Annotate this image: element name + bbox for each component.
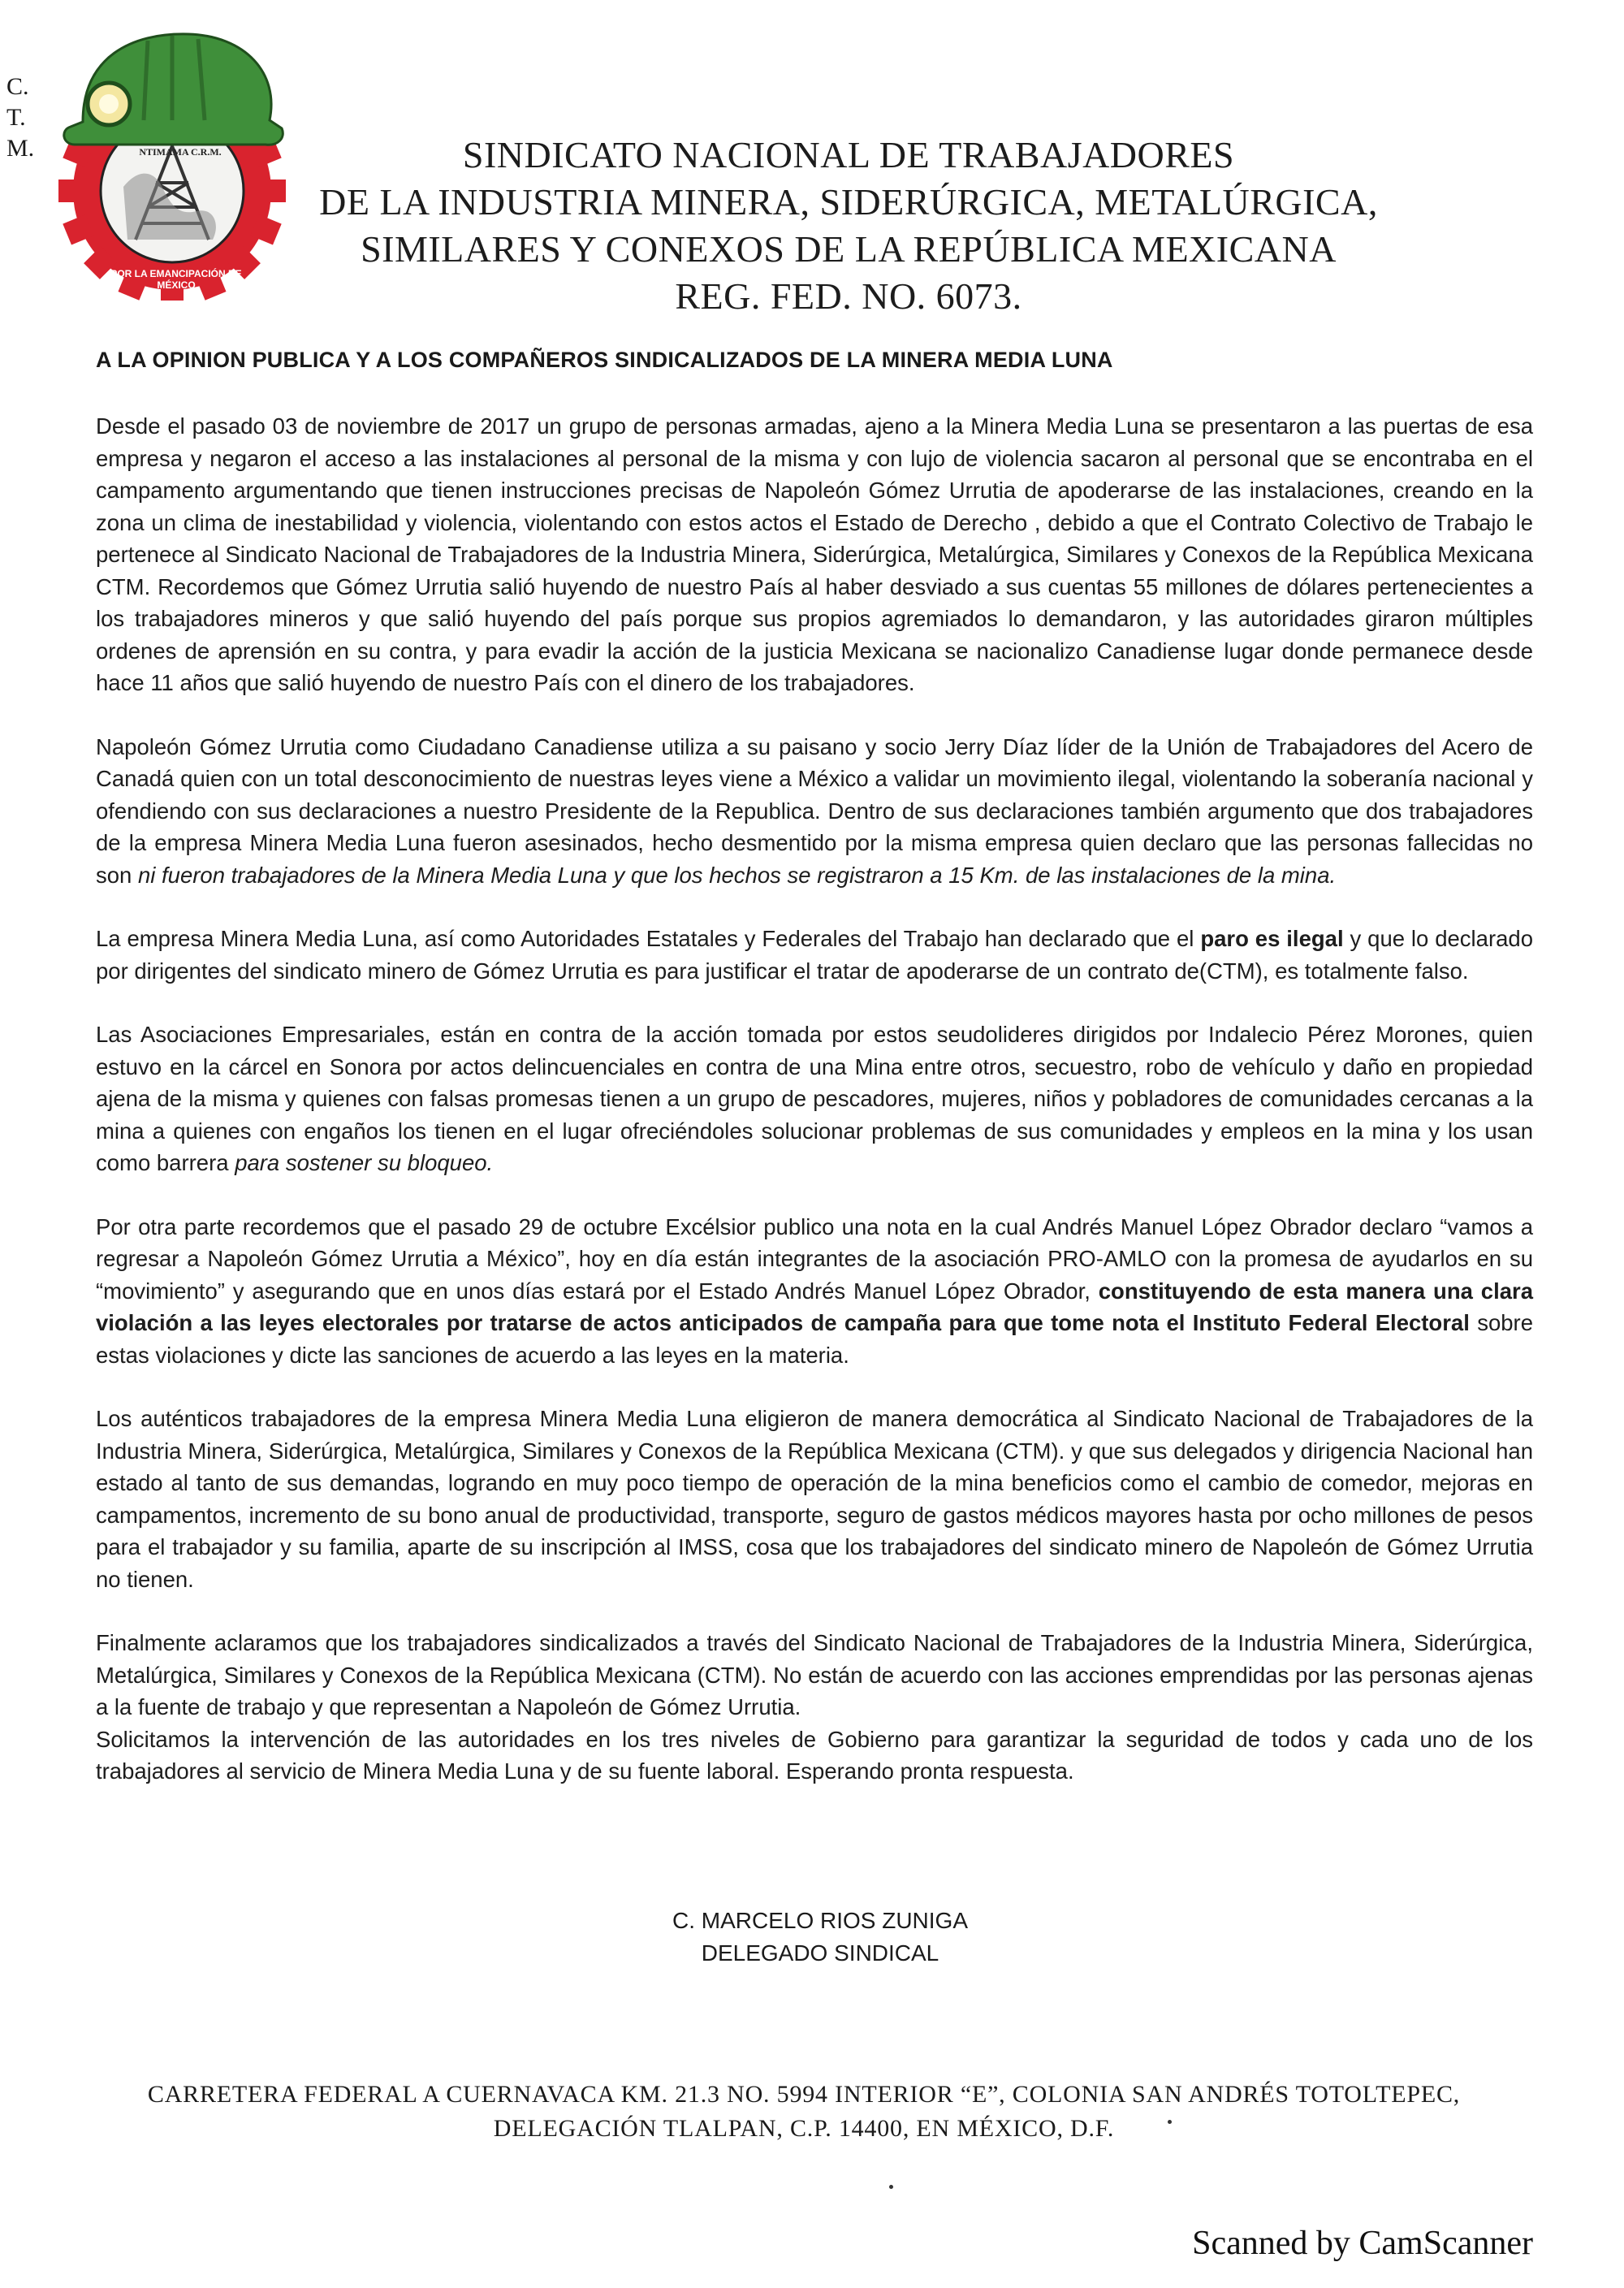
union-logo — [50, 24, 286, 301]
paragraph-8: Solicitamos la intervención de las autoridades en los tres niveles de Gobierno para garantizar la seguridad de todos y cada uno de los trabajadores al servicio de Minera Media Luna y de su fuente laboral. Esperando pronta respuesta. — [96, 1726, 1533, 1784]
paragraph-5-bold: constituyendo de esta manera una clara violación a las leyes electorales por tratarse de actos anticipados de campaña para que tome nota el Instituto Federal Electoral — [96, 1278, 1533, 1335]
scan-speck — [1168, 2120, 1172, 2124]
audience-heading: A LA OPINION PUBLICA Y A LOS COMPAÑEROS SINDICALIZADOS DE LA MINERA MEDIA LUNA — [96, 348, 1113, 372]
union-header — [284, 132, 1413, 320]
paragraph-4-italic: para sostener su bloqueo. — [235, 1150, 494, 1175]
paragraph-4 — [96, 1019, 1533, 1179]
paragraph-1: Desde el pasado 03 de noviembre de 2017 un grupo de personas armadas, ajeno a la Minera Media Luna se presentaron a las puertas de esa empresa y negaron el acceso a las instalaciones al personal de la misma y con lujo de violencia sacaron al personal que se encontraba en el campamento argumentando que tienen instrucciones precisas de Napoleón Gómez Urrutia de apoderarse de las instalaciones, creando en la zona un clima de inestabilidad y violencia, violentando con estos actos el Estado de Derecho , debido a que el Contrato Colectivo de Trabajo le pertenece al Sindicato Nacional de Trabajadores de la Industria Minera, Siderúrgica, Metalúrgica, Similares y Conexos de la República Mexicana CTM. Recordemos que Gómez Urrutia salió huyendo de nuestro País al haber desviado a sus cuentas 55 millones de dólares pertenecientes a los trabajadores mineros y que salió huyendo del país porque sus propios agremiados lo demandaron, y las autoridades giraron múltiples ordenes de aprensión en su contra, y para evadir la acción de la justicia Mexicana se nacionalizo Canadiense lugar donde permanece desde hace 11 años que salió huyendo de nuestro País con el dinero de los trabajadores. — [96, 413, 1533, 695]
signer-title: DELEGADO SINDICAL — [701, 1940, 939, 1966]
paragraph-3-text-a: La empresa Minera Media Luna, así como Autoridades Estatales y Federales del Trabajo han declarado que el — [96, 926, 1194, 951]
paragraph-5-text-b: sobre estas violaciones y dicte las sanciones de acuerdo a las leyes en la materia. — [96, 1310, 1534, 1368]
footer-line-2: DELEGACIÓN TLALPAN, C.P. 14400, EN MÉXICO, D.F. — [493, 2115, 1115, 2142]
initial-m: M. — [6, 135, 35, 162]
header-line-1: SINDICATO NACIONAL DE TRABAJADORES — [462, 134, 1235, 175]
header-line-2: DE LA INDUSTRIA MINERA, SIDERÚRGICA, METALÚRGICA, — [319, 181, 1378, 223]
miner-helmet-gear-seal-icon — [50, 24, 286, 301]
header-line-3: SIMILARES Y CONEXOS DE LA REPÚBLICA MEXICANA — [361, 228, 1337, 270]
footer-line-1: CARRETERA FEDERAL A CUERNAVACA KM. 21.3 NO. 5994 INTERIOR “E”, COLONIA SAN ANDRÉS TOTOLTEPEC, — [147, 2081, 1461, 2108]
footer-address — [32, 2078, 1575, 2146]
scan-speck — [889, 2185, 893, 2189]
paragraph-3 — [96, 923, 1533, 987]
scanner-watermark: Scanned by CamScanner — [1192, 2225, 1533, 2262]
header-line-4: REG. FED. NO. 6073. — [675, 275, 1022, 317]
paragraph-2 — [96, 731, 1533, 892]
paragraph-5-text-a: Por otra parte recordemos que el pasado 29 de octubre Excélsior publico una nota en la cual Andrés Manuel López Obrador declaro “vamos a regresar a Napoleón Gómez Urrutia a México”, hoy en día están integrantes de la asociación PRO-AMLO con la promesa de ayudarlos en su “movimiento” y asegurando que en unos días estará por el Estado Andrés Manuel López Obrador, — [96, 1213, 1533, 1304]
paragraph-7: Finalmente aclaramos que los trabajadores sindicalizados a través del Sindicato Nacional de Trabajadores de la Industria Minera, Siderúrgica, Metalúrgica, Similares y Conexos de la República Mexicana (CTM). No están de acuerdo con las acciones emprendidas por las personas ajenas a la fuente de trabajo y que representan a Napoleón de Gómez Urrutia. — [96, 1630, 1533, 1719]
side-initials — [6, 71, 34, 164]
signature-block — [568, 1905, 1072, 1970]
paragraph-2-italic: ni fueron trabajadores de la Minera Media Luna y que los hechos se registraron a 15 Km. de las instalaciones de la mina. — [137, 862, 1337, 888]
paragraph-6: Los auténticos trabajadores de la empresa Minera Media Luna eligieron de manera democrática al Sindicato Nacional de Trabajadores de la Industria Minera, Siderúrgica, Metalúrgica, Similares y Conexos de la República Mexicana (CTM). y que sus delegados y dirigencia Nacional han estado al tanto de sus demandas, logrando en muy poco tiempo de operación de la mina beneficios como el cambio de comedor, mejoras en campamentos, incremento de su bono anual de productividad, transporte, seguro de gastos médicos mayores hasta por ocho millones de pesos para el trabajador y su familia, aparte de su inscripción al IMSS, cosa que los trabajadores del sindicato minero de Napoleón de Gómez Urrutia no tienen. — [96, 1406, 1533, 1592]
paragraph-5 — [96, 1211, 1533, 1372]
logo-top-text: NTIMAMA C.R.M. — [139, 146, 222, 158]
initial-c: C. — [6, 73, 29, 100]
signer-name: C. MARCELO RIOS ZUNIGA — [672, 1908, 969, 1933]
paragraph-3-bold: paro es ilegal — [1200, 926, 1344, 951]
paragraph-2-text: Napoleón Gómez Urrutia como Ciudadano Canadiense utiliza a su paisano y socio Jerry Díaz líder de la Unión de Trabajadores del Acero de Canadá quien con un total desconocimiento de nuestras leyes viene a México a validar un movimiento ilegal, violentando la soberanía nacional y ofendiendo con sus declaraciones a nuestro Presidente de la Republica. Dentro de sus declaraciones también argumento que dos trabajadores de la empresa Minera Media Luna fueron asesinados, hecho desmentido por la misma empresa quien declaro que las personas fallecidas no son — [96, 733, 1533, 888]
logo-ring-text: POR LA EMANCIPACIÓN DE MÉXICO — [110, 268, 242, 291]
paragraph-4-text: Las Asociaciones Empresariales, están en contra de la acción tomada por estos seudolideres dirigidos por Indalecio Pérez Morones, quien estuvo en la cárcel en Sonora por actos delincuenciales en contra de una Mina entre otros, secuestro, robo de vehículo y daño en propiedad ajena de la misma y quienes con falsas promesas tienen a un grupo de pescadores, mujeres, niños y pobladores de comunidades cercanas a la mina a quienes con engaños los tienen en el lugar ofreciéndoles solucionar problemas de sus comunidades y empleos en la mina y los usan como barrera — [96, 1022, 1533, 1175]
paragraph-3-text-b: y que lo declarado por dirigentes del sindicato minero de Gómez Urrutia es para justificar el tratar de apoderarse de un contrato de(CTM), es totalmente falso. — [96, 926, 1534, 984]
letter-body — [96, 410, 1533, 1819]
initial-t: T. — [6, 104, 26, 131]
